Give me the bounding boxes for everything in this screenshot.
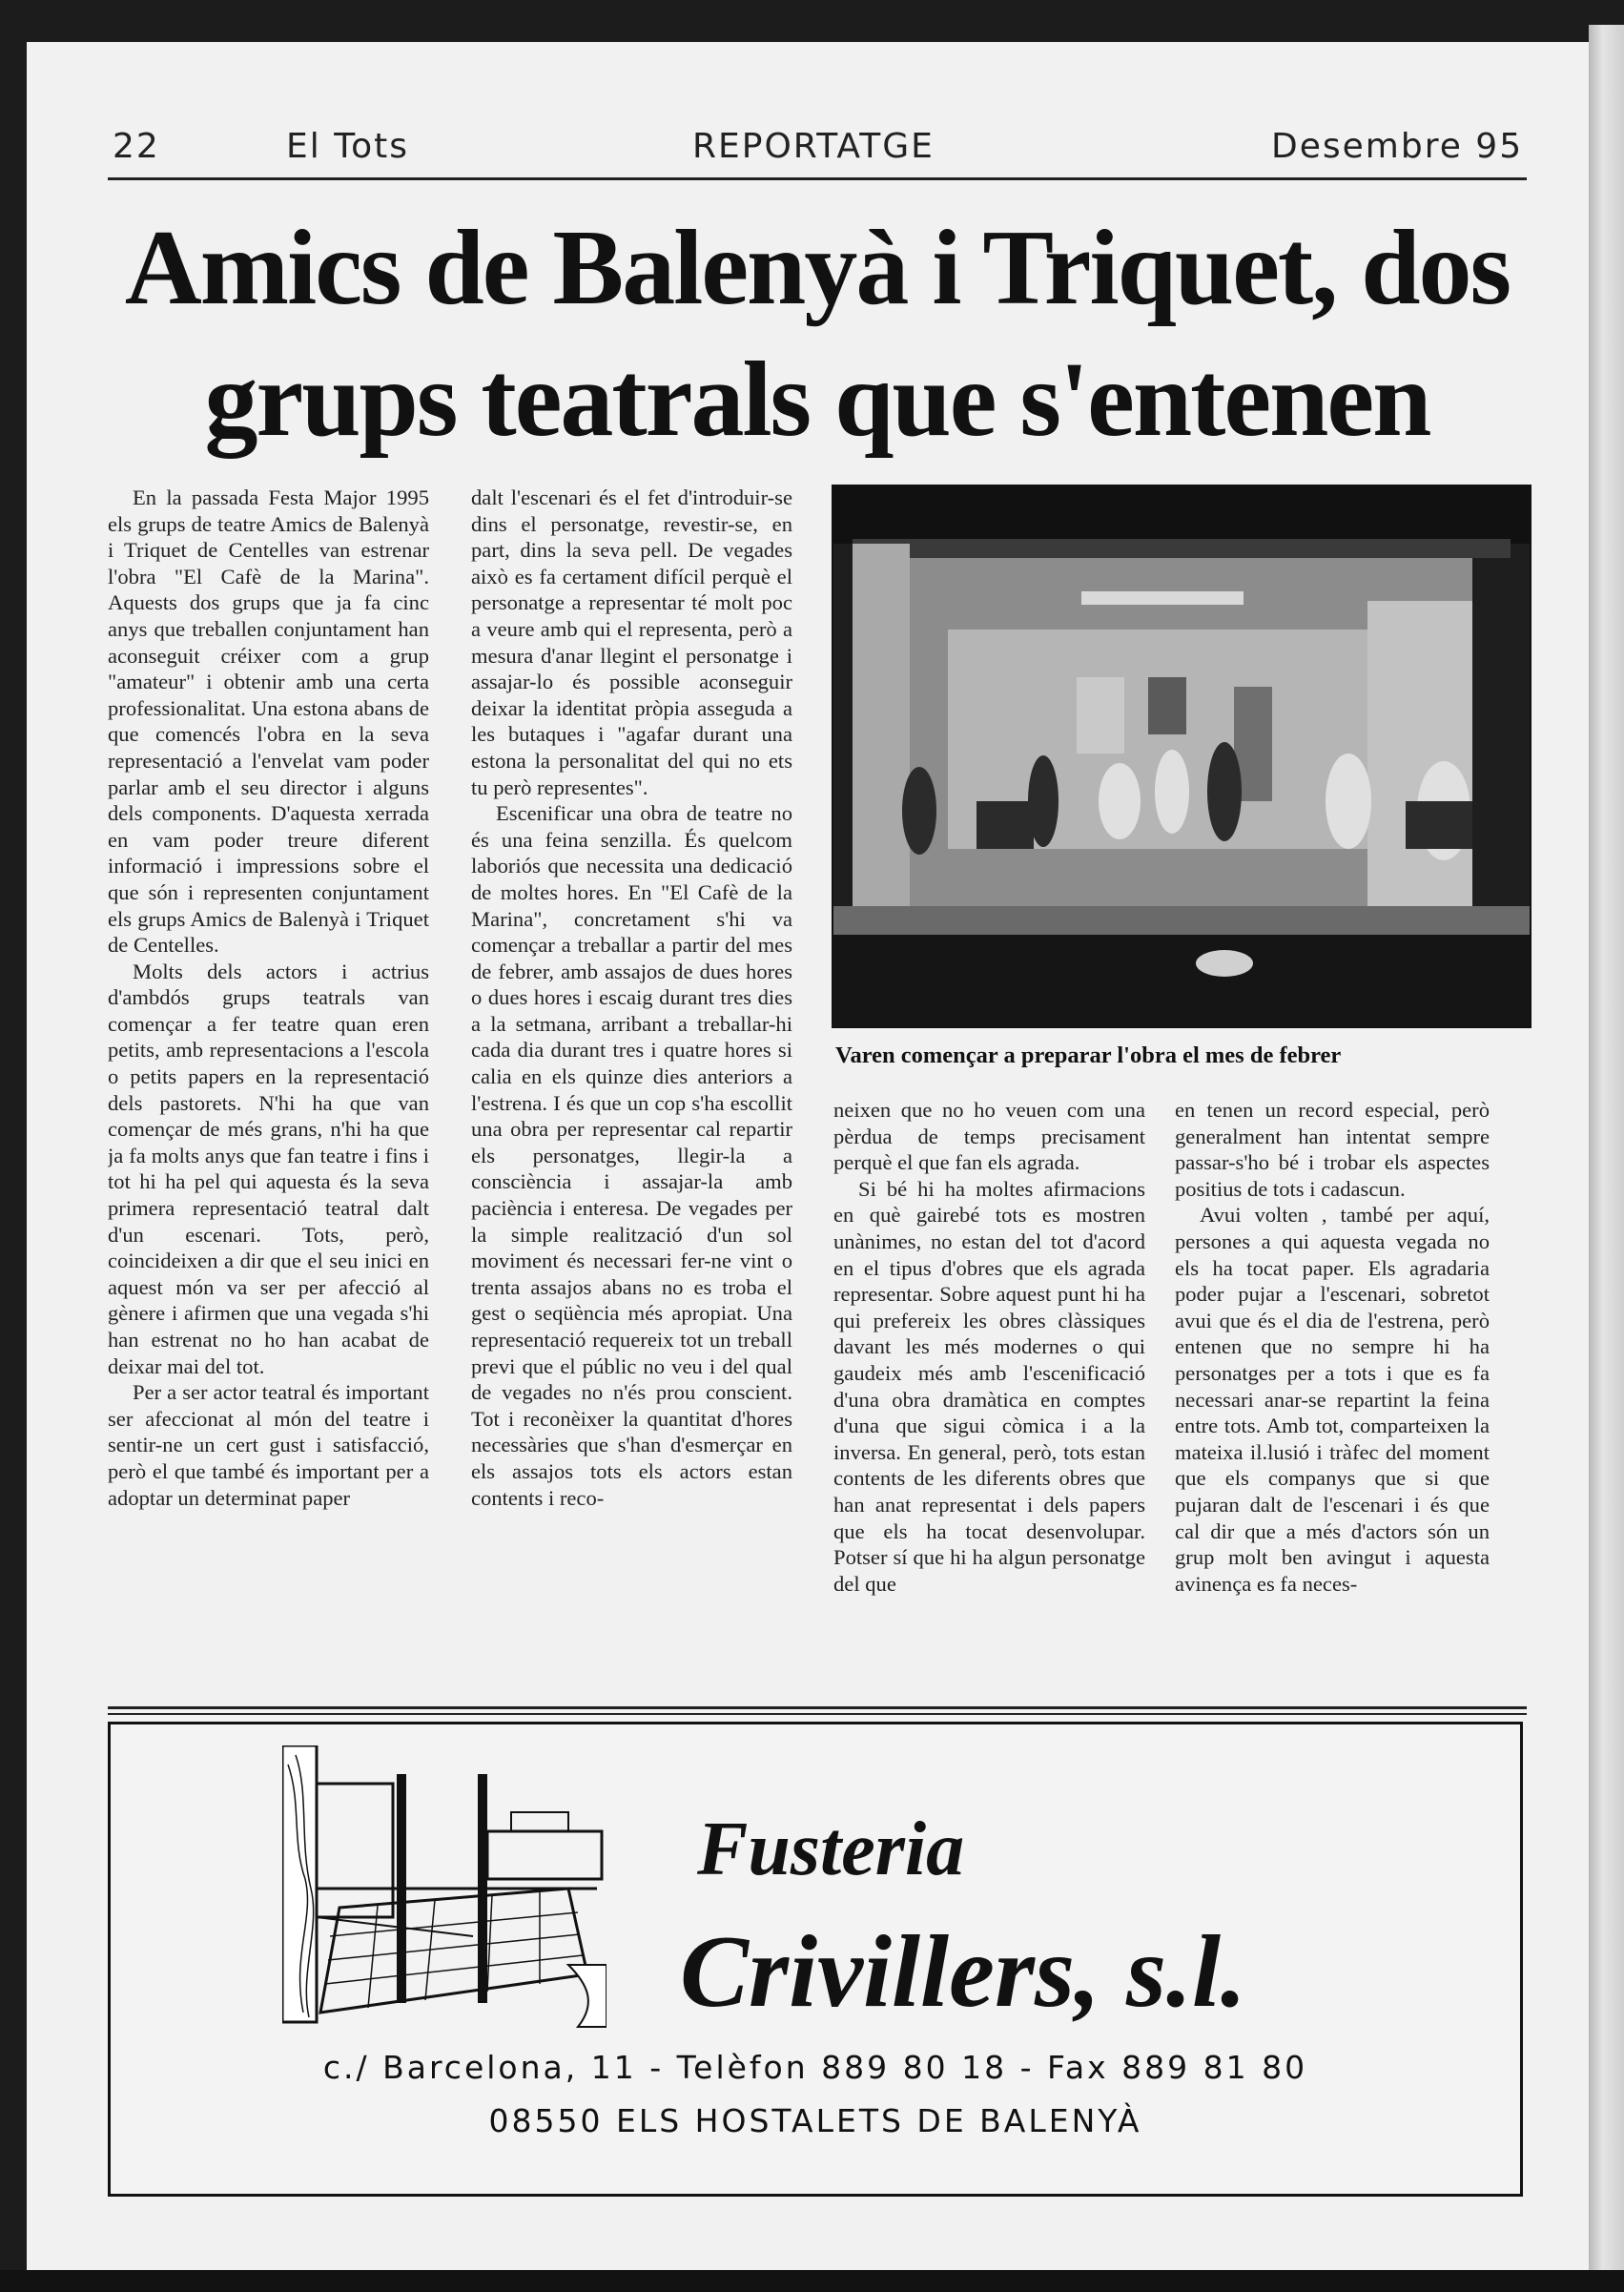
article-column-4 xyxy=(1175,1097,1490,1679)
publication-name: El Tots xyxy=(286,127,409,166)
paragraph: neixen que no ho veuen com una pèrdua de temps precisament perquè el que fan els agrada. xyxy=(833,1098,1145,1175)
stage-photo xyxy=(832,485,1531,1028)
article-column-2 xyxy=(471,485,792,1677)
paragraph: Molts dels actors i actrius d'ambdós grups teatrals van començar a fer teatre quan eren petits, amb representacions a l'escola o petits papers en la representació dels pastorets. N'hi ha que van començar de més grans, n'hi ha que ja fa molts anys que fan teatre i fins i tot hi ha pel qui aquesta és la seva primera representació teatral dalt d'un escenari. Tots, però, coincideixen a dir que el seu inici en aquest món va ser per afecció al gènere i afirmen que una vegada s'hi han estrenat no ho han acabat de deixar mai del tot. xyxy=(108,959,429,1378)
paragraph: Escenificar una obra de teatre no és una feina senzilla. És quelcom laboriós que necessita una dedicació de moltes hores. En "El Cafè de la Marina", concretament s'hi va començar a treballar a partir del mes de febrer, amb assajos de dues hores o dues hores i escaig durant tres dies a la setmana, arribant a treballar-hi cada dia durant tres i quatre hores si calia en els quinze dies anteriors a l'estrena. I és que un cop s'ha escollit una obra per representar cal repartir els personatges, llegir-la a consciència i assajar-la amb paciència i enteresa. De vegades per la simple realització d'un sol moviment és necessari fer-ne vint o trenta assajos abans no es troba el gest o seqüència més apropiat. Una representació requereix tot un treball previ que el públic no veu i del qual de vegades no n'és prou conscient. Tot i reconèixer la quantitat d'hores necessàries que s'han d'esmerçar en els assajos tots els actors estan contents i reco- xyxy=(471,801,792,1510)
headline xyxy=(103,202,1531,465)
headline-line-1: Amics de Balenyà i Triquet, dos xyxy=(124,209,1511,327)
ad-separator-rule xyxy=(108,1706,1527,1709)
ad-company-name-line-2: Crivillers, s.l. xyxy=(680,1915,1247,2029)
paragraph: En la passada Festa Major 1995 els grups de teatre Amics de Balenyà i Triquet de Centelles van estrenar l'obra "El Cafè de la Marina". Aquests dos grups que ja fa cinc anys que treballen conjuntament han aconseguit créixer com a grup "amateur" i obtenir amb una certa professionalitat. Una estona abans de que comencés l'obra en la seva representació a l'envelat vam poder parlar amb el seu director i alguns dels components. D'aquesta xerrada en vam poder treure diferent informació i impressions sobre el que són i representen conjuntament els grups Amics de Balenyà i Triquet de Centelles. xyxy=(108,485,429,958)
article-column-3 xyxy=(833,1097,1145,1679)
scan-border xyxy=(0,2270,1624,2292)
photo-caption: Varen començar a preparar l'obra el mes de febrer xyxy=(835,1043,1342,1068)
paragraph: Avui volten , també per aquí, persones a qui aquesta vegada no els ha tocat paper. Els agradaria poder pujar a l'escenari, sobretot avui que és el dia de l'estrena, però entenen que no sempre hi ha personatges per a tots i que es fa necessari anar-se repartint la feina entre tots. Amb tot, comparteixen la mateixa il.lusió i tràfec del moment que els companys que si que pujaran dalt de l'escenari i és que cal dir que a més d'actors són un grup molt ben avingut i aquesta avinença es fa neces- xyxy=(1175,1203,1490,1596)
paragraph: en tenen un record especial, però generalment han intentat sempre passar-s'ho bé i trobar els aspectes positius de tots i cadascun. xyxy=(1175,1098,1490,1201)
page-number: 22 xyxy=(113,127,160,166)
section-title: REPORTATGE xyxy=(692,127,935,166)
ad-postal-address: 08550 ELS HOSTALETS DE BALENYÀ xyxy=(488,2102,1142,2139)
advertisement xyxy=(108,1722,1523,2197)
ad-company-name-line-1: Fusteria xyxy=(697,1807,965,1891)
header-rule xyxy=(108,177,1527,180)
ad-separator-rule xyxy=(108,1713,1527,1715)
carpentry-drawing-icon xyxy=(282,1745,606,2032)
paragraph: Per a ser actor teatral és important ser afeccionat al món del teatre i sentir-ne un cert gust i satisfacció, però el que també és important per a adoptar un determinat paper xyxy=(108,1380,429,1510)
ad-address-phone-fax: c./ Barcelona, 11 - Telèfon 889 80 18 - Fax 889 81 80 xyxy=(322,2049,1308,2086)
headline-line-2: grups teatrals que s'entenen xyxy=(204,341,1430,459)
stage-photo-image xyxy=(833,486,1530,1026)
article-column-1 xyxy=(108,485,429,1677)
issue-date: Desembre 95 xyxy=(1271,127,1524,166)
paragraph: Si bé hi ha moltes afirmacions en què gairebé tots es mostren unànimes, no estan del tot d'acord en el tipus d'obres que els agrada representar. Sobre aquest punt hi ha qui prefereix les obres clàssiques davant les més modernes o qui gaudeix més amb l'escenificació d'una obra dramàtica en comptes d'una que sigui còmica i a la inversa. En general, però, tots estan contents de les diferents obres que han anat representat i dels papers que els ha tocat desenvolupar. Potser sí que hi ha algun personatge del que xyxy=(833,1176,1145,1596)
paragraph: dalt l'escenari és el fet d'introduir-se dins el personatge, revestir-se, en part, dins la seva pell. De vegades això es fa certament difícil perquè el personatge a representar té molt poc a veure amb qui el representa, però a mesura d'anar llegint el personatge i assajar-lo és possible aconseguir deixar la identitat pròpia asseguda a les butaques i "agafar durant una estona la personalitat del qui no ets tu però representes". xyxy=(471,485,792,799)
next-page-edge xyxy=(1589,25,1624,2276)
